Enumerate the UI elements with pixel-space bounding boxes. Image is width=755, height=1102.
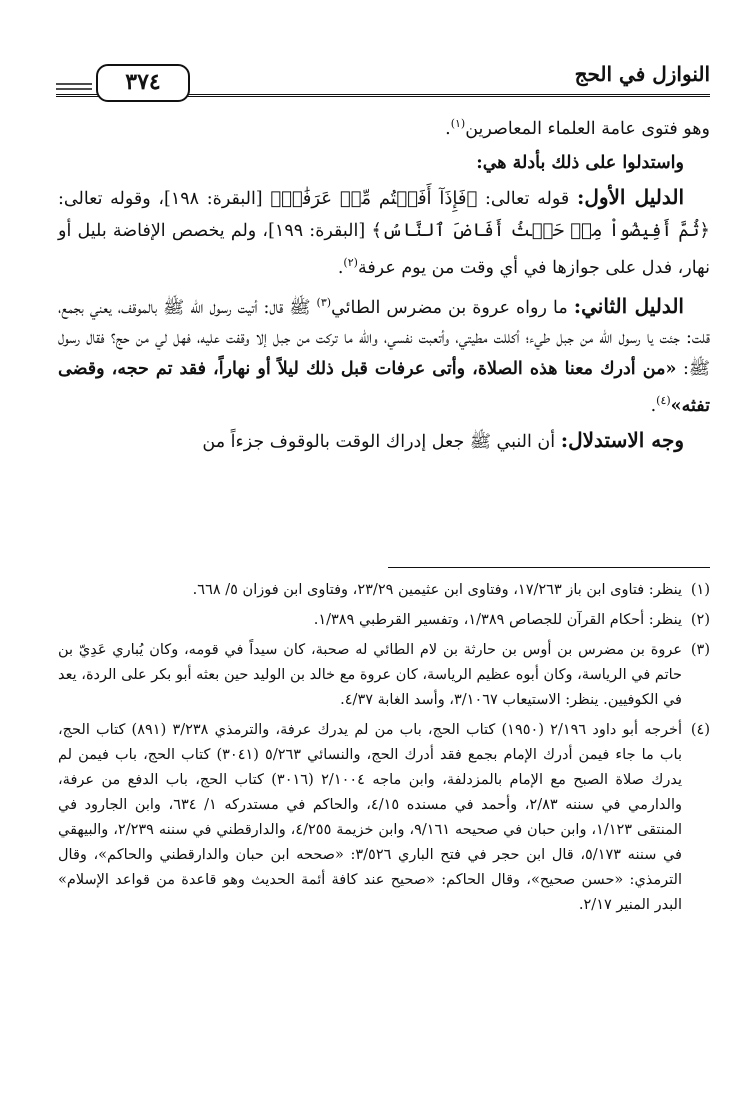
quran-verse: ﴿ثُمَّ أَفِيضُواْ مِنۡ حَيۡثُ أَفَاضَ ٱلنَّاسُ﴾ [371, 219, 710, 241]
footnote-ref[interactable]: (٤) [656, 394, 671, 408]
footnote-number: (٣) [690, 642, 710, 658]
quran-verse: ﴿فَإِذَآ أَفَضۡتُم مِّنۡ عَرَفَٰتٖ﴾ [270, 187, 478, 209]
footnote-item [58, 608, 710, 633]
footnote-number: (٤) [690, 722, 710, 738]
text-span: أن النبي ﷺ جعل إدراك الوقت بالوقوف جزءاً من [202, 432, 561, 453]
footnote-item [58, 638, 710, 713]
footnote-ref[interactable]: (٢) [343, 255, 358, 269]
text-span: [البقرة: ١٩٨]، وقوله تعالى: [58, 188, 271, 209]
hadith-quote: «من أدرك معنا هذه الصلاة، وأتى عرفات قبل ذلك ليلاً أو نهاراً، فقد تم حجه، وقضى تفثه» [58, 359, 710, 417]
text-span: . [337, 257, 344, 278]
evidence-heading: وجه الاستدلال: [560, 428, 684, 453]
text-span: . [650, 396, 657, 417]
evidence-heading: الدليل الأول: [576, 184, 684, 209]
text-span: ﷺ قال: أتيت رسول الله ﷺ بالموقف، يعني بجمع، قلت: جئت يا رسول الله من جبل طيء؛ أكللت مطيتي، وأتعبت نفسي، والله ما تركت من جبل إلا وقفت عليه، فهل لي من حج؟ فقال رسول ﷺ: [58, 297, 710, 380]
footnote-separator [388, 567, 710, 568]
running-title: النوازل في الحج [574, 62, 710, 86]
paragraph-fatwa [58, 108, 710, 145]
paragraph-inference [58, 425, 710, 458]
footnote-ref[interactable]: (١) [450, 117, 466, 130]
page-number: ٣٧٤ [96, 64, 190, 102]
header-ornament-icon [56, 80, 92, 94]
footnote-number: (١) [690, 582, 710, 598]
main-text [58, 108, 710, 461]
text-span: [البقرة: ١٩٩]، ولم يخصص الإفاضة بليل أو نهار، فدل على جوازها في أي وقت من يوم عرفة [58, 220, 710, 278]
text-span: . [445, 118, 451, 139]
text-span: وهو فتوى عامة العلماء المعاصرين [465, 118, 710, 139]
text-span: ما رواه عروة بن مضرس الطائي [331, 297, 574, 318]
footnote-item [58, 718, 710, 918]
footnote-text: أخرجه أبو داود ٢/١٩٦ (١٩٥٠) كتاب الحج، باب من لم يدرك عرفة، والترمذي ٣/٢٣٨ (٨٩١) كتاب الحج، باب ما جاء فيمن أدرك الإمام بجمع فقد أدرك الحج، والنسائي ٥/٢٦٣ (٣٠٤١) كتاب الحج، باب فيمن لم يدرك صلاة الصبح مع الإمام بالمزدلفة، وابن ماجه ٢/١٠٠٤ (٣٠١٦) كتاب الحج، باب الدفع من عرفة، والدارمي في سننه ٢/٨٣، وأحمد في مسنده ٤/١٥، والحاكم في مستدركه ١/ ٦٣٤، وابن الجارود في المنتقى ١/١٢٣، وابن حبان في صحيحه ٩/١٦١، وابن خزيمة ٤/٢٥٥، والدارقطني في سننه ٢/٢٣٩، والبيهقي في سننه ٥/١٧٣، قال ابن حجر في فتح الباري ٣/٥٢٦: «صححه ابن حبان والدارقطني والحاكم»، وقال الترمذي: «حسن صحيح»، وقال الحاكم: «صحيح عند كافة أئمة الحديث وهو قاعدة من قواعد الإسلام» البدر المنير ٢/١٧. [58, 722, 683, 913]
footnote-item [58, 578, 710, 603]
footnote-text: ينظر: أحكام القرآن للجصاص ١/٣٨٩، وتفسير القرطبي ١/٣٨٩. [313, 612, 682, 628]
paragraph-first-evidence [58, 182, 710, 284]
footnote-text: عروة بن مضرس بن أوس بن حارثة بن لام الطائي له صحبة، كان سيداً في قومه، وكان يُباري عَدِيّ بن حاتم في الرياسة، وكان أبوه عظيم الرياسة، كان عروة مع خالد بن الوليد حين بعثه أبو بكر على الردة، يعد في الكوفيين. ينظر: الاستيعاب ٣/١٠٦٧، وأسد الغابة ٤/٣٧. [58, 642, 682, 708]
page-header [56, 58, 710, 98]
evidence-heading: الدليل الثاني: [573, 293, 684, 318]
footnote-text: ينظر: فتاوى ابن باز ١٧/٢٦٣، وفتاوى ابن عثيمين ٢٣/٢٩، وفتاوى ابن فوزان ٥/ ٦٦٨. [192, 582, 682, 598]
footnote-number: (٢) [690, 612, 710, 628]
evidence-intro: واستدلوا على ذلك بأدلة هي: [476, 152, 684, 173]
paragraph-second-evidence [58, 287, 710, 423]
text-span: قوله تعالى: [477, 188, 577, 209]
footnote-ref[interactable]: (٣) [316, 295, 332, 309]
footnotes [58, 578, 710, 923]
